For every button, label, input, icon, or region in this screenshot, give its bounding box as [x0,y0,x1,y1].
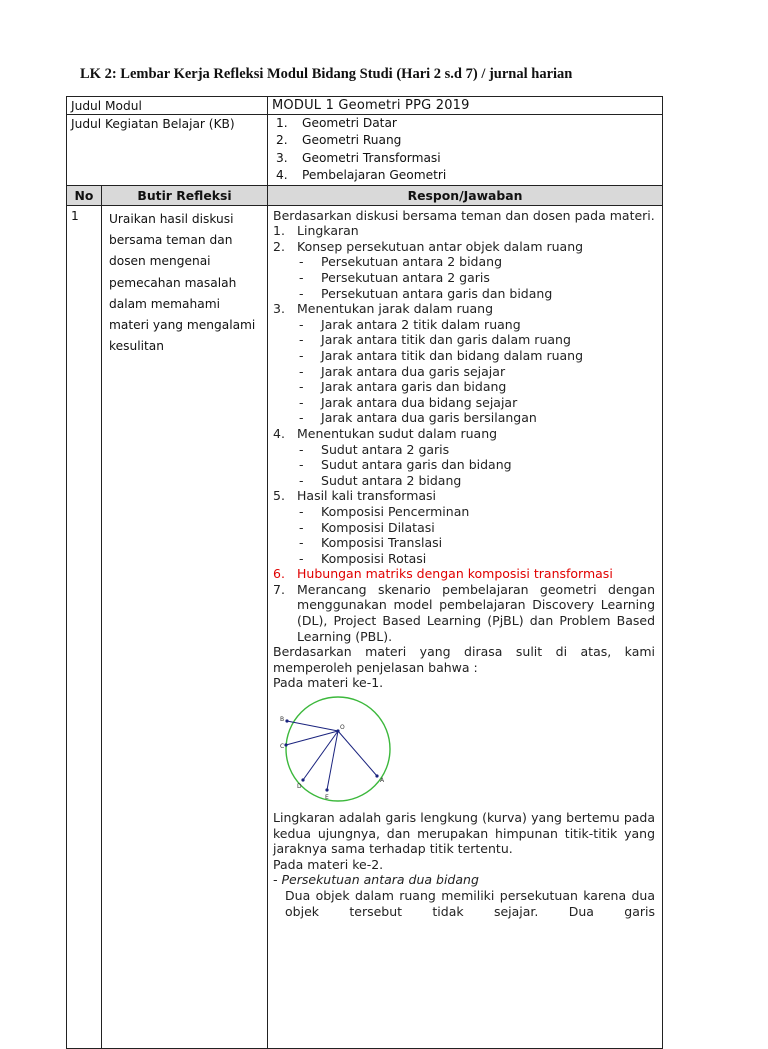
sub-item-text: Jarak antara garis dan bidang [321,379,507,395]
kb-item-text: Geometri Datar [302,116,397,130]
kb-item [272,132,658,149]
dash-bullet: - [299,457,304,473]
dash-bullet: - [299,503,304,519]
sub-item-text: Jarak antara 2 titik dalam ruang [321,316,521,332]
sub-item [273,332,655,348]
sub-item [273,535,655,551]
kb-item [272,115,658,132]
kb-list-cell [268,115,663,186]
reflection-table [66,96,663,1049]
persekutuan-text: Dua objek dalam ruang memiliki persekutuan karena dua objek tersebut tidak sejajar. Dua garis [285,888,656,919]
sub-item [273,442,655,458]
kb-item-number: 3. [276,150,288,165]
kb-list [272,115,658,185]
kb-item-number: 1. [276,116,288,130]
sub-list [273,254,655,301]
header-no: No [67,185,102,205]
header-butir: Butir Refleksi [102,185,268,205]
kb-item-number: 2. [276,133,288,148]
point-d [301,778,304,781]
materi2-label: Pada materi ke-2. [273,856,384,872]
kb-item [272,150,658,167]
sub-list [273,317,655,426]
response-item-text: Hubungan matriks dengan komposisi transformasi [297,566,613,582]
sub-item-text: Persekutuan antara garis dan bidang [321,285,553,301]
response-item [273,566,655,582]
line-oc [286,731,338,745]
response-item-text: Lingkaran [297,223,359,239]
dash-bullet: - [299,394,304,410]
dash-bullet: - [299,550,304,566]
sub-item-text: Persekutuan antara 2 bidang [321,254,502,270]
dash-bullet: - [299,270,304,285]
point-a [375,774,378,777]
kb-item-number: 4. [276,168,288,183]
label-e: E [325,794,329,802]
label-o: O [340,724,345,732]
sub-item-text: Jarak antara dua bidang sejajar [321,394,518,410]
dash-bullet: - [299,285,304,301]
sub-item [273,317,655,333]
header-respon: Respon/Jawaban [268,185,663,205]
sub-item [273,473,655,489]
sub-item [273,520,655,536]
row-number: 1 [67,205,102,1048]
dash-bullet: - [299,535,304,551]
sub-item [273,286,655,302]
line-od [303,731,338,780]
kb-item [272,167,658,184]
dash-bullet: - [299,519,304,535]
dash-bullet: - [299,363,304,379]
sub-item [273,348,655,364]
sub-item [273,254,655,270]
kb-row [67,115,663,186]
point-b [285,719,288,722]
module-row [67,97,663,115]
kb-label: Judul Kegiatan Belajar (KB) [67,115,268,186]
sub-item-text: Jarak antara titik dan bidang dalam ruang [321,347,584,363]
sub-item [273,364,655,380]
dash-bullet: - [299,379,304,395]
sub-item-text: Komposisi Rotasi [321,550,427,566]
sub-item-text: Jarak antara dua garis sejajar [321,363,506,379]
sub-item-text: Sudut antara 2 garis [321,441,450,457]
header-row [67,185,663,205]
sub-item-text: Jarak antara dua garis bersilangan [321,410,537,426]
sub-item [273,410,655,426]
radius-lines [286,721,377,790]
dash-bullet: - [299,332,304,348]
dash-bullet: - [299,254,304,270]
module-label: Judul Modul [67,97,268,115]
dash-bullet: - [299,347,304,363]
response-item [273,426,655,488]
response-list [273,223,655,644]
sub-list [273,442,655,489]
sub-item [273,379,655,395]
materi1-label: Pada materi ke-1. [273,675,384,691]
sub-item-text: Sudut antara garis dan bidang [321,457,512,473]
kb-item-text: Geometri Ruang [302,133,402,148]
sub-item [273,504,655,520]
label-a: A [380,777,385,785]
sub-list [273,504,655,566]
response-item-number: 2. [273,238,285,254]
response-item-number: 1. [273,223,285,239]
response-item-text: Merancang skenario pembelajaran geometri dengan menggunakan model pembelajaran Discovery Learning (DL), Project Based Learning (PjBL) dan Problem Based Learning (PBL). [297,581,656,644]
reflection-row [67,205,663,1048]
line-ob [287,721,338,731]
explain-intro: Berdasarkan materi yang dirasa sulit di atas, kami memperoleh penjelasan bahwa : [273,644,656,675]
document-title: LK 2: Lembar Kerja Refleksi Modul Bidang Studi (Hari 2 s.d 7) / jurnal harian [80,66,573,82]
sub-item [273,395,655,411]
circle-diagram [276,694,396,804]
response-item-number: 5. [273,488,285,504]
sub-item [273,457,655,473]
sub-item-text: Sudut antara 2 bidang [321,472,462,488]
response-item-text: Konsep persekutuan antar objek dalam ruang [297,238,584,254]
response-item-text: Hasil kali transformasi [297,488,437,504]
response-item [273,488,655,566]
kb-item-text: Pembelajaran Geometri [302,168,447,183]
sub-item-text: Jarak antara titik dan garis dalam ruang [321,332,571,348]
sub-item-text: Komposisi Pencerminan [321,503,470,519]
point-c [284,743,287,746]
response-item-text: Menentukan jarak dalam ruang [297,301,494,317]
lingkaran-definition: Lingkaran adalah garis lengkung (kurva) yang bertemu pada kedua ujungnya, dan merupakan himpunan titik-titik yang jaraknya sama terhadap titik tertentu. [273,810,656,857]
dash-bullet: - [299,410,304,426]
module-value: MODUL 1 Geometri PPG 2019 [268,97,663,115]
line-oa [338,731,377,776]
response-item [273,239,655,301]
sub-item-text: Komposisi Dilatasi [321,519,435,535]
kb-item-text: Geometri Transformasi [302,150,441,165]
persekutuan-heading: - Persekutuan antara dua bidang [273,872,479,888]
dash-bullet: - [299,441,304,457]
sub-item-text: Komposisi Translasi [321,535,443,551]
line-oe [327,731,338,790]
point-e [325,788,328,791]
butir-text: Uraikan hasil diskusi bersama teman dan dosen mengenai pemecahan masalah dalam memahami materi yang mengalami kesulitan [102,205,268,1048]
circle-figure [273,691,655,810]
response-cell [268,205,663,1048]
dash-bullet: - [299,316,304,332]
response-item-number: 7. [273,581,285,597]
dash-bullet: - [299,472,304,488]
sub-item-text: Persekutuan antara 2 garis [321,270,490,285]
response-item [273,582,655,644]
response-item [273,301,655,426]
response-item-text: Menentukan sudut dalam ruang [297,425,498,441]
label-b: B [280,716,285,724]
response-item-number: 3. [273,301,285,317]
response-item-number: 4. [273,425,285,441]
sub-item [273,551,655,567]
response-item [273,223,655,239]
label-c: C [280,743,285,751]
response-intro: Berdasarkan diskusi bersama teman dan dosen pada materi. [273,207,655,223]
label-d: D [297,783,302,791]
sub-item [273,270,655,286]
response-item-number: 6. [273,566,285,582]
